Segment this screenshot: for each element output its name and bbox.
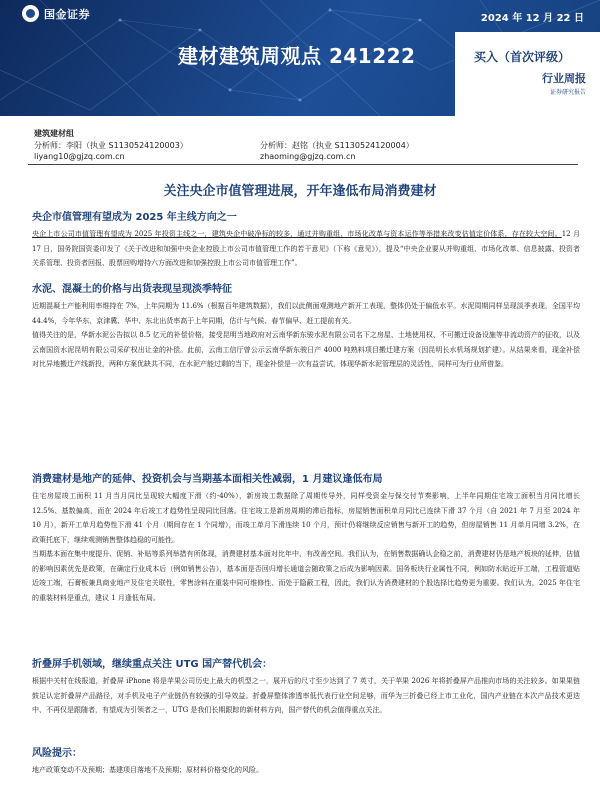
analyst-1-email[interactable]: liyang10@gjzq.com.cn — [34, 152, 125, 161]
section-heading: 风险提示： — [32, 748, 82, 759]
page-title: 关注央企市值管理进展，开年逢低布局消费建材 — [163, 184, 437, 199]
section-body-2: 值得关注的是，华新水泥公告拟以 8.5 亿元的补偿价格，接受昆明当地政府对云南华新东骏水泥有限公司名下之房屋、土地使用权、不可搬迁设备设施等非流动资产的征收，以及云南国资水泥昆明有限公司采矿权出让金的补偿。此前，云南工信厅曾公示云南华新东骏日产 4000 吨熟料项目搬迁建方案（因昆明长水机场规划扩建）。从结果来看，现金补偿对比异地搬迁产线新投，两种方案优缺共不同，在水泥产能过剩的当下，现金补偿是一次有益尝试，体现华新水泥管理层的灵活性，同样可为行业所借鉴。 — [32, 331, 580, 368]
industry-group: 建筑建材组 — [34, 129, 74, 138]
section-foldable — [32, 655, 580, 718]
brand-name: 国金证券 — [44, 7, 90, 21]
report-type: 行业周报 — [542, 72, 586, 85]
section-consumer-materials — [32, 470, 580, 605]
brand-logo — [22, 5, 90, 22]
brand-logo-icon — [22, 5, 39, 22]
section-heading: 折叠屏手机领域，继续重点关注 UTG 国产替代机会： — [32, 659, 273, 670]
section-body-2: 当期基本面在集中度提升、促销、补贴等系列举措有所体现，消费建材基本面对比年中、有改善空间。我们认为，在销售数据确认企稳之前，消费建材仍是地产板块的延伸，估值的影响因素优先是政策，在确定行业成本后（例如销售公告），基本面是否回归增长通道会随政策之后成为影响因素。国务板块行业属性不同，例如防水贴近开工端，工程管道贴近竣工端，石膏板兼具商业地产及住宅关联性，零售涂料在重装中同可维修性、而处于隐蔽工程，因此，我们认为消费建材的个股选择比趋势更为重要。我们认为，2025 年住宅的重装材料是重点，建议 1 月逢低布局。 — [32, 550, 580, 602]
report-date: 2024 年 12 月 22 日 — [480, 13, 584, 24]
body-text: 12 月 17 日，国务院国资委印发了《关于改进和加强中央企业控股上市公司市值管理工作的若干意见》（下称《意见》），提及“中央企业要从并购重组、市场化改革、信息披露、投资者关系管理、投资者回报、股票回购增持六方面改进和加强控股上市公司市值管理工作”。 — [32, 230, 580, 267]
divider — [28, 164, 578, 165]
section-heading: 水泥、混凝土的价格与出货表现呈现淡季特征 — [32, 284, 232, 295]
section-body: 根据中关村在线报道，折叠屏 iPhone 将是苹果公司历史上最大的机型之一，展开后的尺寸至少达到了 7 英寸，关于苹果 2026 年将折叠屏产品推向市场的关注较多。如果果链鼓足认定折叠屏产品路径，对手机及电子产业链仍有较强的引导效益。折叠屏整体渗透率低代表行业空间足够，而华为三折叠已经上市工业化，国内产业链在本次产品技术更迭中、不再仅是跟随者，有望成为引领者之一，UTG 是我们长期跟踪的新材料方向，国产替代的机会值得重点关注。 — [32, 677, 580, 714]
rating-label: 买入（首次评级） — [474, 50, 571, 64]
section-body: 住宅房屋竣工面积 11 月当月同比呈现较大幅度下滑（约-40%），新房竣工数据除了周期传导外，同样受资金与保交付节奏影响，上半年同期住宅竣工面积当月同比增长 12.5%、基数偏高，而在 2024 年后竣工才趋势性呈现同比回落。住宅竣工是新房周期的滞后指标，房屋销售面积单月同比已连续下滑 37 个月（自 2021 年 7 月至 2024 年 10 月），新开工单月趋势性下滑 41 个月（期间存在 1 个同增），而竣工单月下滑连续 10 个月，预计仍将继续反应销售与新开工的趋势，但房屋销售 11 月单月同增 3.2%，在政策托底下，继续观测销售整体趋稳的可能性。 — [32, 492, 580, 544]
report-subtype: 证券研究报告 — [549, 89, 586, 96]
analyst-2-email[interactable]: zhaoming@gjzq.com.cn — [260, 152, 356, 161]
analyst-1: 分析师：李阳（执业 S1130524120003） — [34, 141, 188, 150]
analyst-2: 分析师：赵铭（执业 S1130524120004） — [260, 141, 414, 150]
section-market-cap — [32, 208, 580, 271]
section-heading: 消费建材是地产的延伸、投资机会与当期基本面相关性减弱，1 月建议逢低布局 — [32, 474, 383, 485]
section-cement — [32, 280, 580, 372]
section-body: 地产政策变动不及预期；基建项目落地不及预期；原材料价格变化的风险。 — [32, 766, 263, 774]
report-title: 建材建筑周观点 241222 — [178, 44, 416, 68]
section-body — [32, 227, 580, 271]
highlight-text: 央企上市公司市值管理有望成为 2025 年投资主线之一，建筑央企中破净标的较多，通过并购重组、市场化改革与资本运作等举措来改变估值定价体系，存在较大空间。 — [32, 230, 562, 238]
section-heading: 央企市值管理有望成为 2025 年主线方向之一 — [32, 212, 237, 223]
section-body: 近期混凝土产能利用率维持在 7%，上年同期为 11.6%（根据百年建筑数据），我们以此侧面观测地产新开工表现，整体仍处于偏低水平。水泥周期同样呈现淡季表现，全国平均 44.4%，今年华东、京津冀、华中、东北出货率高于上年同期，估计与气候、春节偏早、赶工提前有关。 — [32, 302, 580, 325]
section-risk — [32, 744, 580, 778]
